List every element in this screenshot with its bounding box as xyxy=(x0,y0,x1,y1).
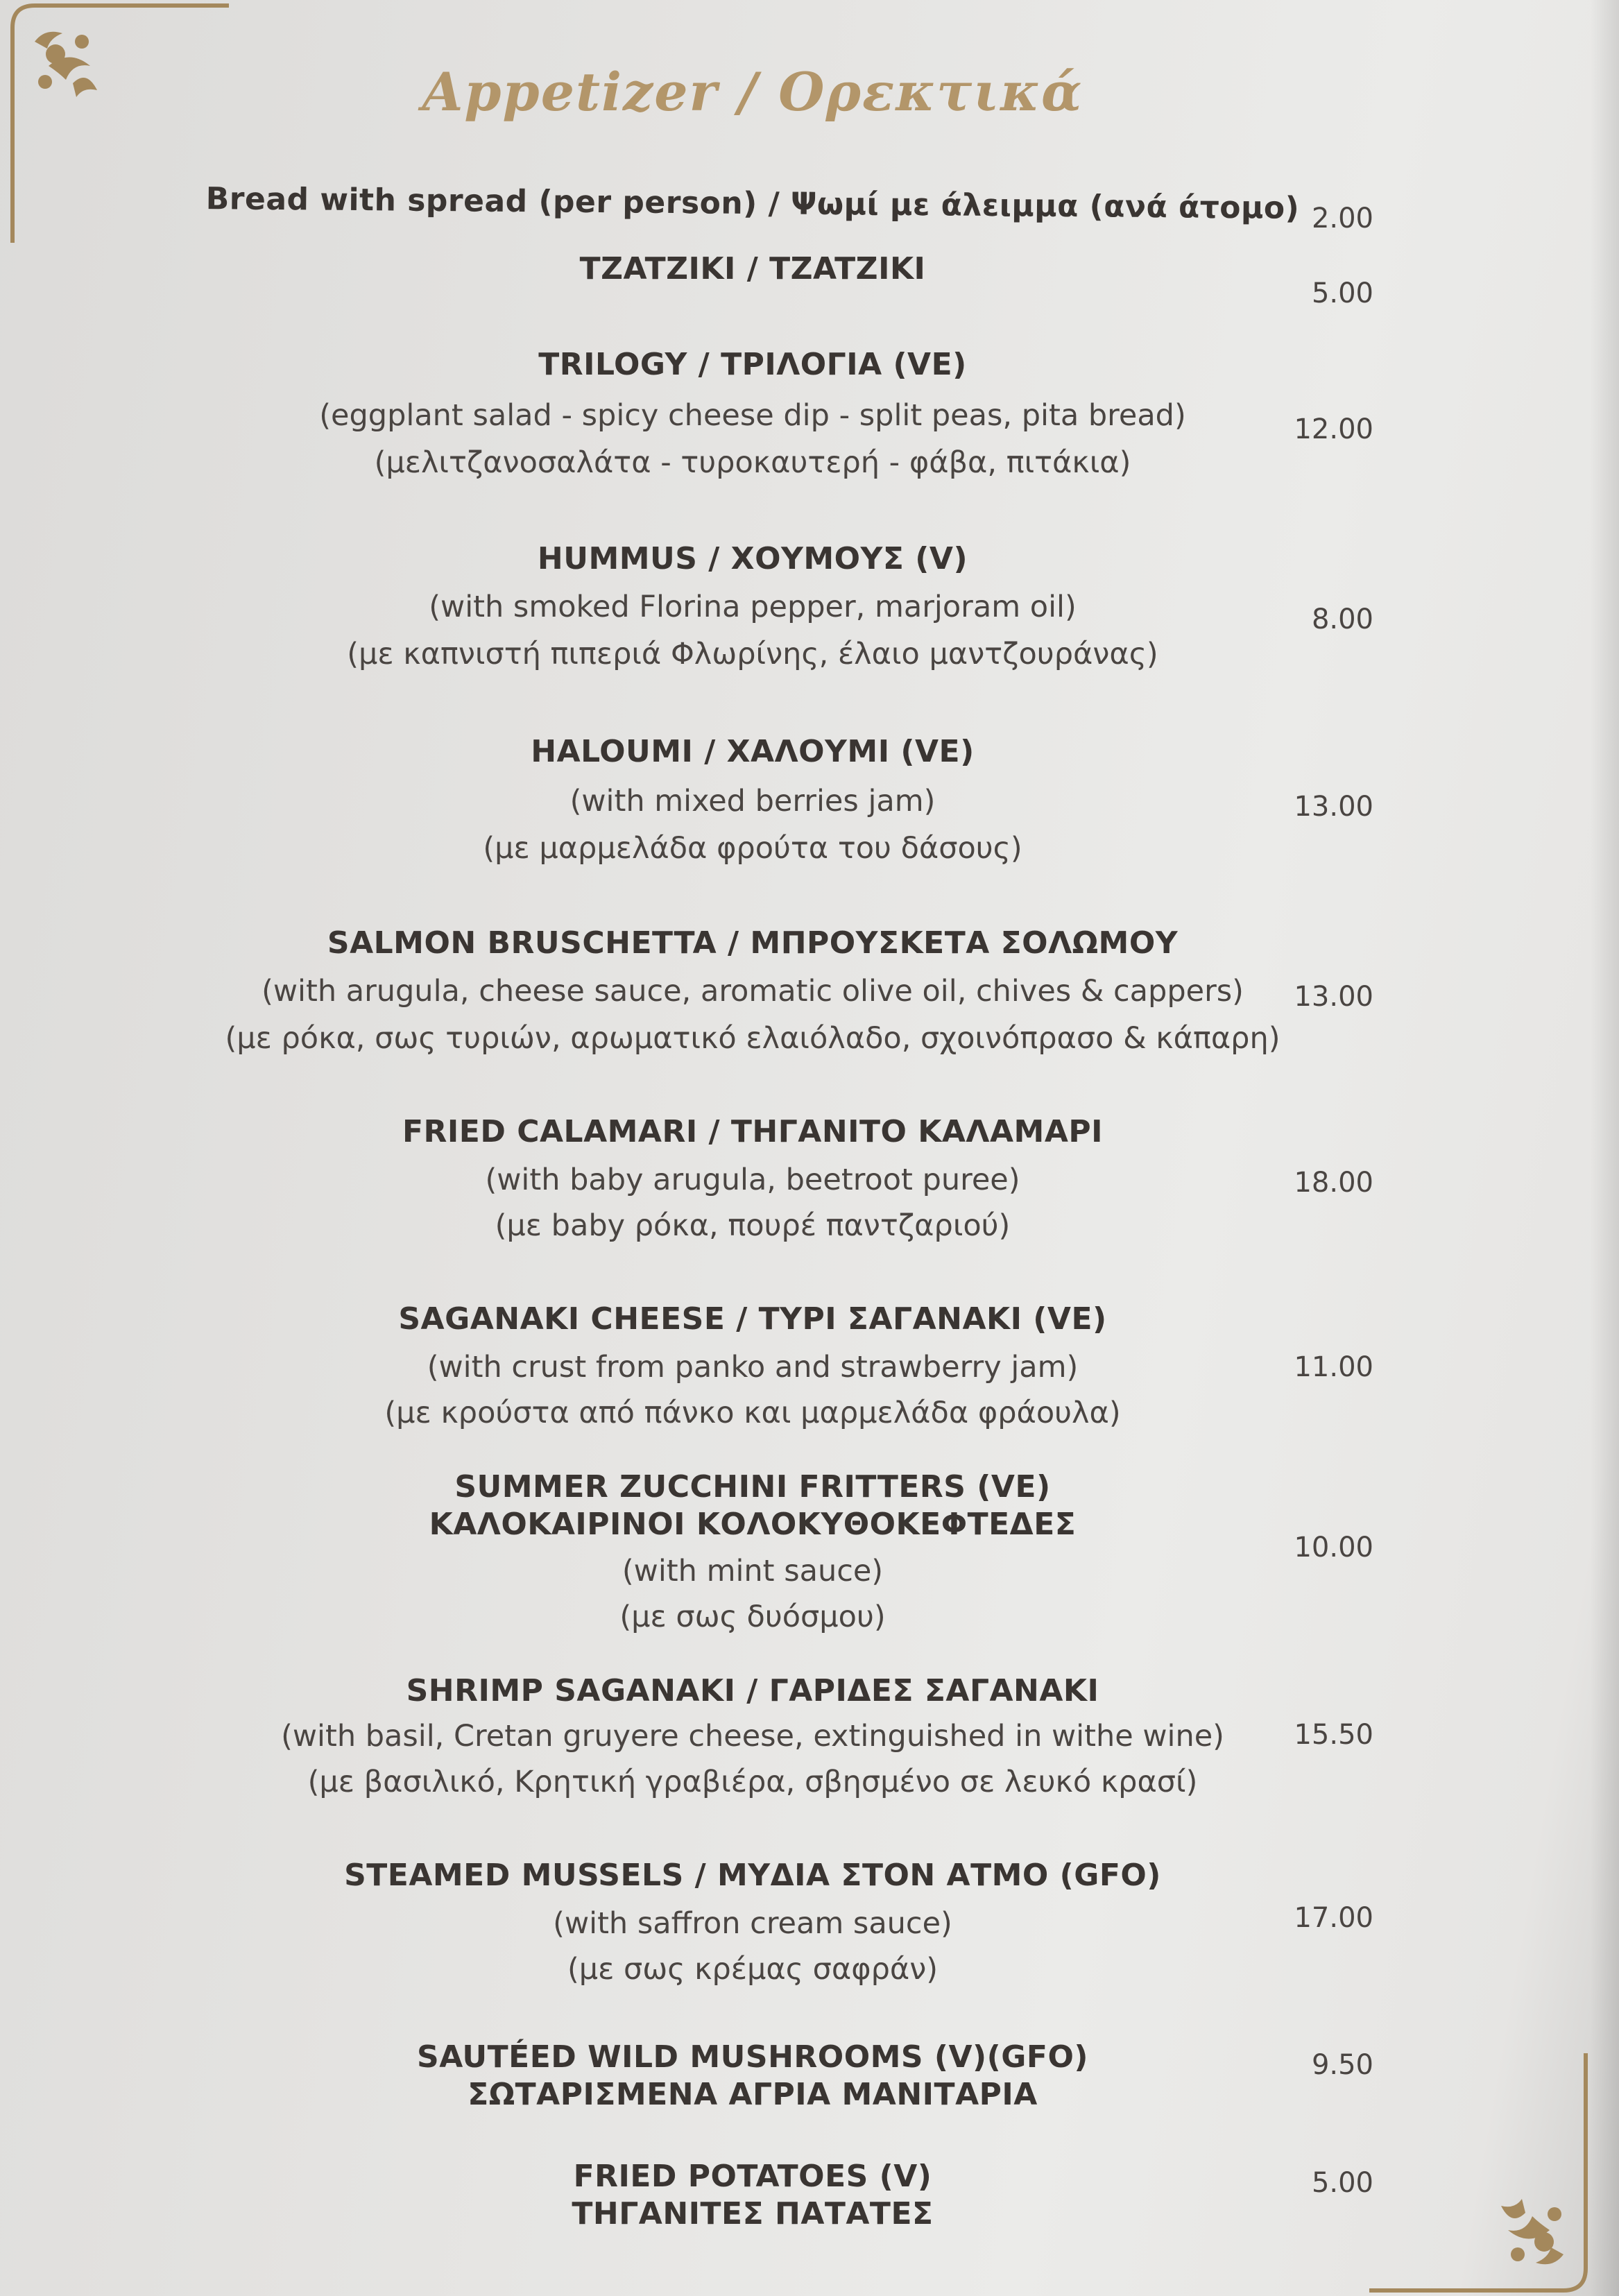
menu-item-name: HUMMUS / ΧΟΥΜΟΥΣ (V) xyxy=(537,541,968,576)
menu-item-price: 18.00 xyxy=(1294,1167,1373,1199)
menu-item-price: 9.50 xyxy=(1311,2049,1373,2081)
menu-item-price: 5.00 xyxy=(1311,2167,1373,2199)
menu-item-desc-gr: (μελιτζανοσαλάτα - τυροκαυτερή - φάβα, πιτάκια) xyxy=(374,445,1131,480)
menu-item-price: 10.00 xyxy=(1294,1532,1373,1563)
menu-item-desc-gr: (με καπνιστή πιπεριά Φλωρίνης, έλαιο μαντζουράνας) xyxy=(347,637,1158,671)
menu-item-desc-gr: (με σως δυόσμου) xyxy=(619,1600,886,1634)
menu-item-name: Bread with spread (per person) / Ψωμί με άλειμμα (ανά άτομο) xyxy=(205,181,1300,226)
menu-item-desc-en: (with crust from panko and strawberry jam) xyxy=(427,1350,1079,1385)
menu-item-price: 8.00 xyxy=(1311,603,1373,635)
menu-item-name: FRIED POTATOES (V) xyxy=(573,2159,932,2194)
menu-item-desc-gr: (με βασιλικό, Κρητική γραβιέρα, σβησμένο σε λευκό κρασί) xyxy=(307,1765,1198,1799)
menu-item-price: 5.00 xyxy=(1311,277,1373,309)
menu-item-name: SALMON BRUSCHETTA / ΜΠΡΟΥΣΚΕΤΑ ΣΟΛΩΜΟΥ xyxy=(327,925,1179,961)
menu-item-name-greek: ΣΩΤΑΡΙΣΜΕΝΑ ΑΓΡΙΑ ΜΑΝΙΤΑΡΙΑ xyxy=(468,2077,1038,2112)
menu-item-name: TRILOGY / ΤΡΙΛΟΓΙΑ (VE) xyxy=(538,347,967,382)
menu-item-desc-gr: (με κρούστα από πάνκο και μαρμελάδα φράουλα) xyxy=(384,1396,1121,1430)
menu-item-desc-en: (with saffron cream sauce) xyxy=(553,1906,952,1941)
menu-item-desc-en: (with baby arugula, beetroot puree) xyxy=(485,1163,1020,1197)
menu-item-desc-en: (with mixed berries jam) xyxy=(569,784,936,819)
menu-item-price: 15.50 xyxy=(1294,1719,1373,1751)
menu-item-name: HALOUMI / ΧΑΛΟΥΜΙ (VE) xyxy=(531,734,975,769)
menu-item-name: TZATZIKI / TZATZIKI xyxy=(579,251,926,286)
menu-item-name-greek: ΚΑΛΟΚΑΙΡΙΝΟΙ ΚΟΛΟΚΥΘΟΚΕΦΤΕΔΕΣ xyxy=(429,1507,1077,1542)
menu-item-desc-gr: (με σως κρέμας σαφράν) xyxy=(567,1952,939,1987)
menu-section-title: Appetizer / Ορεκτικά xyxy=(422,61,1083,123)
menu-item-desc-gr: (με μαρμελάδα φρούτα του δάσους) xyxy=(483,831,1022,866)
menu-item-desc-en: (with arugula, cheese sauce, aromatic olive oil, chives & cappers) xyxy=(262,974,1244,1009)
menu-item-desc-en: (with smoked Florina pepper, marjoram oil) xyxy=(429,590,1077,624)
menu-item-desc-gr: (με baby ρόκα, πουρέ παντζαριού) xyxy=(495,1208,1011,1243)
menu-item-desc-en: (eggplant salad - spicy cheese dip - split peas, pita bread) xyxy=(319,398,1186,433)
menu-item-name: SUMMER ZUCCHINI FRITTERS (VE) xyxy=(454,1469,1051,1505)
menu-item-name-greek: ΤΗΓΑΝΙΤΕΣ ΠΑΤΑΤΕΣ xyxy=(572,2196,934,2231)
page-edge-shadow xyxy=(1590,0,1619,2296)
menu-item-desc-en: (with basil, Cretan gruyere cheese, extinguished in withe wine) xyxy=(281,1719,1224,1754)
menu-item-price: 2.00 xyxy=(1311,203,1373,234)
menu-item-price: 13.00 xyxy=(1294,791,1373,823)
menu-item-price: 17.00 xyxy=(1294,1902,1373,1934)
menu-item-name: SHRIMP SAGANAKI / ΓΑΡΙΔΕΣ ΣΑΓΑΝΑΚΙ xyxy=(406,1673,1099,1708)
menu-item-name: SAGANAKI CHEESE / ΤΥΡΙ ΣΑΓΑΝΑΚΙ (VE) xyxy=(398,1301,1107,1337)
menu-item-name: STEAMED MUSSELS / ΜΥΔΙΑ ΣΤΟΝ ΑΤΜΟ (GFO) xyxy=(344,1858,1161,1893)
menu-item-price: 12.00 xyxy=(1294,413,1373,445)
menu-item-price: 11.00 xyxy=(1294,1351,1373,1383)
menu-item-desc-en: (with mint sauce) xyxy=(622,1554,884,1588)
menu-item-name: SAUTÉED WILD MUSHROOMS (V)(GFO) xyxy=(417,2039,1088,2075)
menu-item-price: 13.00 xyxy=(1294,981,1373,1013)
menu-item-name: FRIED CALAMARI / ΤΗΓΑΝΙΤΟ ΚΑΛΑΜΑΡΙ xyxy=(402,1114,1103,1149)
menu-item-desc-gr: (με ρόκα, σως τυριών, αρωματικό ελαιόλαδο, σχοινόπρασο & κάπαρη) xyxy=(225,1021,1280,1056)
